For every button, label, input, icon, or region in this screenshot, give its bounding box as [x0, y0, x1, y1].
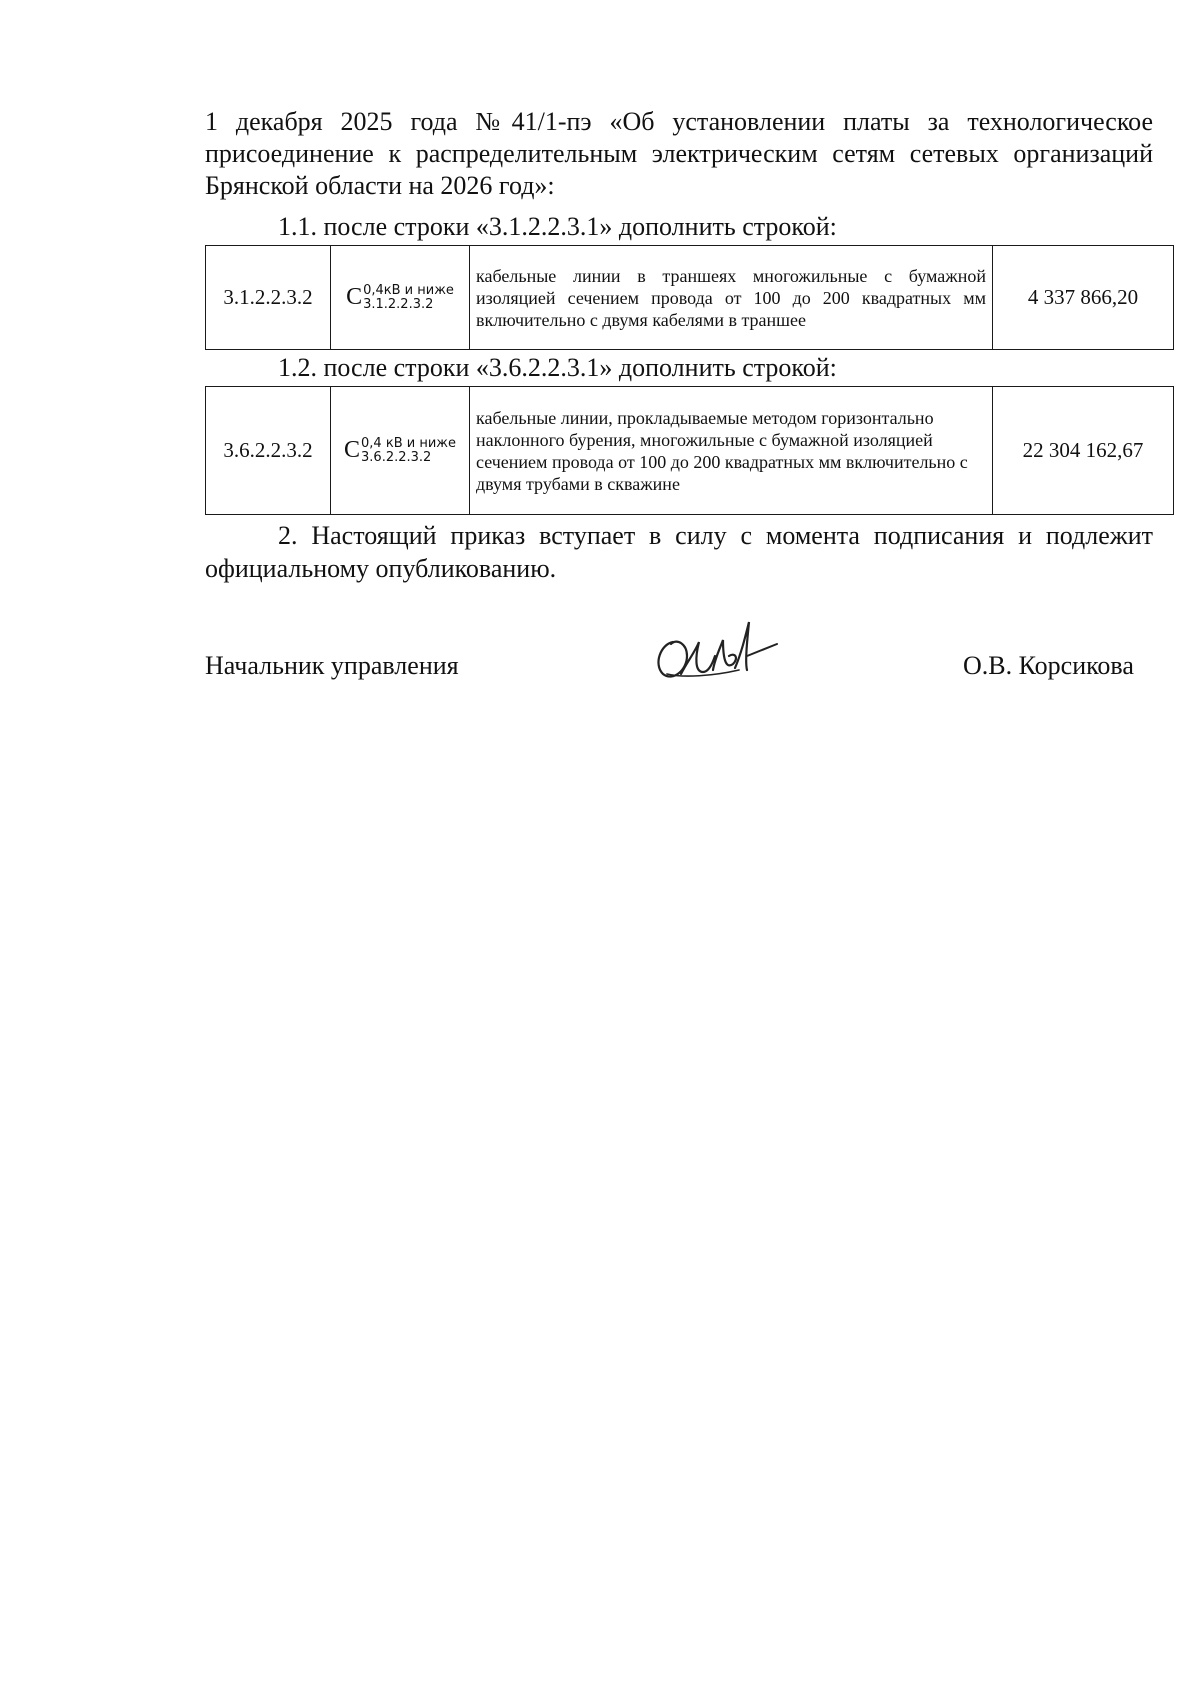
table-1-1	[205, 245, 1174, 350]
handwritten-signature	[643, 612, 783, 692]
row-code-cell	[206, 387, 331, 515]
row-value-cell	[993, 387, 1174, 515]
clause-2-paragraph: 2. Настоящий приказ вступает в силу с момента подписания и подлежит официальному опубликованию.	[205, 521, 1153, 583]
table-row	[206, 387, 1174, 515]
symbol-base: C	[344, 437, 361, 463]
symbol-subscript: 3.6.2.2.3.2	[361, 449, 432, 465]
tariff-symbol	[344, 437, 456, 465]
tariff-symbol	[346, 284, 454, 312]
row-code: 3.1.2.2.3.2	[223, 285, 313, 309]
row-description: кабельные линии, прокладываемые методом горизонтально наклонного бурения, многожильные с бумажной изоляцией сечением провода от 100 до 200 квадратных мм включительно с двумя трубами в скважине	[476, 407, 968, 494]
section-1-1-heading: 1.1. после строки «3.1.2.2.3.1» дополнить строкой:	[278, 212, 837, 241]
row-code-cell	[206, 246, 331, 350]
table-row	[206, 246, 1174, 350]
row-description: кабельные линии в траншеях многожильные с бумажной изоляцией сечением провода от 100 до 200 квадратных мм включительно с двумя кабелями в траншее	[476, 265, 986, 330]
intro-paragraph: 1 декабря 2025 года №41/1-пэ «Об установлении платы за технологическое присоединение к распределительным электрическим сетям сетевых организаций Брянской области на 2026 год»:	[205, 107, 1153, 200]
row-description-cell	[470, 246, 993, 350]
row-symbol-cell	[331, 246, 470, 350]
symbol-subscript: 3.1.2.2.3.2	[363, 296, 434, 312]
signatory-name: О.В. Корсикова	[963, 651, 1134, 680]
symbol-superscript: 0,4кВ и ниже	[363, 282, 454, 298]
symbol-indices	[361, 437, 456, 465]
row-code: 3.6.2.2.3.2	[223, 438, 313, 462]
row-value-cell	[993, 246, 1174, 350]
row-value: 22 304 162,67	[1022, 438, 1144, 462]
signatory-title: Начальник управления	[205, 651, 459, 680]
symbol-superscript: 0,4 кВ и ниже	[361, 435, 456, 451]
symbol-base: C	[346, 284, 363, 310]
section-1-2-heading: 1.2. после строки «3.6.2.2.3.1» дополнить строкой:	[278, 353, 837, 382]
row-description-cell	[470, 387, 993, 515]
row-value: 4 337 866,20	[1027, 285, 1139, 309]
row-symbol-cell	[331, 387, 470, 515]
table-1-2	[205, 386, 1174, 515]
symbol-indices	[363, 284, 454, 312]
